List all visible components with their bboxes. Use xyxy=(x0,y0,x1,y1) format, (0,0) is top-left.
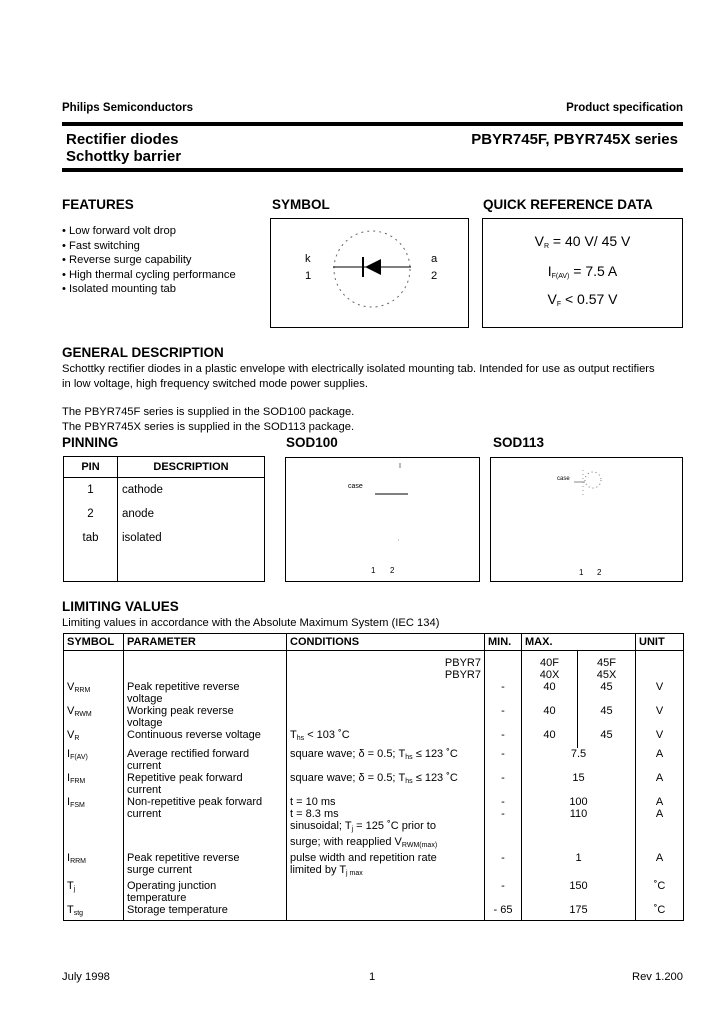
diode-symbol-icon xyxy=(271,219,468,327)
general-description xyxy=(62,362,687,434)
parameter-column-header: PARAMETER xyxy=(124,634,287,651)
package-outline-icon xyxy=(491,458,682,581)
part-number: PBYR745F, PBYR745X series xyxy=(471,131,678,148)
feature-item: • High thermal cycling performance xyxy=(62,268,236,281)
features-list xyxy=(62,224,236,297)
document-type: Product specification xyxy=(566,102,683,114)
conditions-column-header: CONDITIONS xyxy=(287,634,485,651)
title-line-1: Rectifier diodes xyxy=(66,131,179,148)
table-row: $T_{stg}$ Storage temperature - 65 175 ˚C xyxy=(64,904,684,921)
pin-1-label: 1 xyxy=(579,568,584,577)
case-label: case xyxy=(557,476,570,482)
quickref-box xyxy=(482,218,683,328)
table-row: 2 anode xyxy=(64,502,265,526)
table-row: $I_{RRM}$ Peak repetitive reverse surge current pulse width and repetition rate limited by $T_{j max}$ - 1 A xyxy=(64,852,684,880)
type-row: PBYR7 40X 45X xyxy=(64,669,684,681)
quickref-vr: $V_R = 40$ V/ 45 V xyxy=(534,233,631,250)
pinning-table xyxy=(63,456,265,582)
description-line: The PBYR745F series is supplied in the SOD100 package. xyxy=(62,406,355,418)
pin-column-header: PIN xyxy=(64,457,118,478)
table-row: $V_{RWM}$ Working peak reverse voltage - 40 45 V xyxy=(64,705,684,729)
case-label: case xyxy=(348,483,363,490)
sod113-package-box xyxy=(490,457,683,582)
quickref-if: $I_{F(AV)} = 7.5$ A xyxy=(547,263,618,280)
sod100-heading: SOD100 xyxy=(286,435,338,450)
max-column-header: MAX. xyxy=(522,634,636,651)
symbol-heading: SYMBOL xyxy=(272,197,330,212)
type-row: PBYR7 40F 45F xyxy=(64,657,684,669)
feature-item: • Fast switching xyxy=(62,239,140,252)
general-heading: GENERAL DESCRIPTION xyxy=(62,345,224,360)
feature-item: • Isolated mounting tab xyxy=(62,283,176,295)
description-column-header: DESCRIPTION xyxy=(118,457,265,478)
footer-page-number: 1 xyxy=(369,971,376,983)
cathode-pin: 1 xyxy=(305,270,312,282)
pin-2-label: 2 xyxy=(597,568,602,577)
table-row: tab isolated xyxy=(64,526,265,550)
cathode-label: k xyxy=(305,253,311,265)
limiting-intro: Limiting values in accordance with the Absolute Maximum System (IEC 134) xyxy=(62,617,440,629)
table-row: $I_{FSM}$ Non-repetitive peak forward current t = 10 ms t = 8.3 ms sinusoidal; $T_j = 125$ ˚C prior to surge; with reapplied $V_{RWM(max)}$ - - 100 110 A A xyxy=(64,796,684,852)
feature-item: • Low forward volt drop xyxy=(62,225,176,237)
package-outline-icon xyxy=(286,458,479,581)
anode-pin: 2 xyxy=(431,270,438,282)
pin-2-label: 2 xyxy=(390,566,395,575)
features-heading: FEATURES xyxy=(62,197,134,212)
feature-item: • Reverse surge capability xyxy=(62,254,192,266)
title-line-2: Schottky barrier xyxy=(66,148,182,165)
limiting-values-table xyxy=(63,633,684,921)
quickref-vf: $V_F < 0.57$ V xyxy=(547,291,618,308)
footer-date: July 1998 xyxy=(62,971,110,983)
description-line: The PBYR745X series is supplied in the SOD113 package. xyxy=(62,420,355,433)
sod100-package-box xyxy=(285,457,480,582)
table-row: 1 cathode xyxy=(64,478,265,502)
table-row: $T_j$ Operating junction temperature - 150 ˚C xyxy=(64,880,684,904)
description-line: Schottky rectifier diodes in a plastic envelope with electrically isolated mounting tab. Intended for use as output rectifiers xyxy=(62,363,655,375)
pin-1-label: 1 xyxy=(371,566,376,575)
table-row: $I_{FRM}$ Repetitive peak forward current square wave; δ = 0.5; $T_{hs} \le 123$ ˚C - 15 A xyxy=(64,772,684,796)
footer-revision: Rev 1.200 xyxy=(632,971,683,983)
company-name: Philips Semiconductors xyxy=(62,102,193,114)
description-line: in low voltage, high frequency switched mode power supplies. xyxy=(62,377,368,390)
symbol-column-header: SYMBOL xyxy=(64,634,124,651)
table-row: $V_{RRM}$ Peak repetitive reverse voltage - 40 45 V xyxy=(64,681,684,705)
sod113-heading: SOD113 xyxy=(493,435,545,450)
min-column-header: MIN. xyxy=(485,634,522,651)
table-row xyxy=(64,550,265,582)
table-row: $I_{F(AV)}$ Average rectified forward current square wave; δ = 0.5; $T_{hs} \le 123$ ˚C - 7.5 A xyxy=(64,748,684,772)
pinning-heading: PINNING xyxy=(62,435,119,450)
anode-label: a xyxy=(431,253,438,265)
symbol-box xyxy=(270,218,469,328)
limiting-heading: LIMITING VALUES xyxy=(62,599,179,614)
header-rule xyxy=(62,122,683,126)
quickref-heading: QUICK REFERENCE DATA xyxy=(483,197,653,212)
unit-column-header: UNIT xyxy=(636,634,684,651)
table-row: $V_R$ Continuous reverse voltage $T_{hs} < 103$ ˚C - 40 45 V xyxy=(64,729,684,748)
title-rule xyxy=(62,168,683,172)
